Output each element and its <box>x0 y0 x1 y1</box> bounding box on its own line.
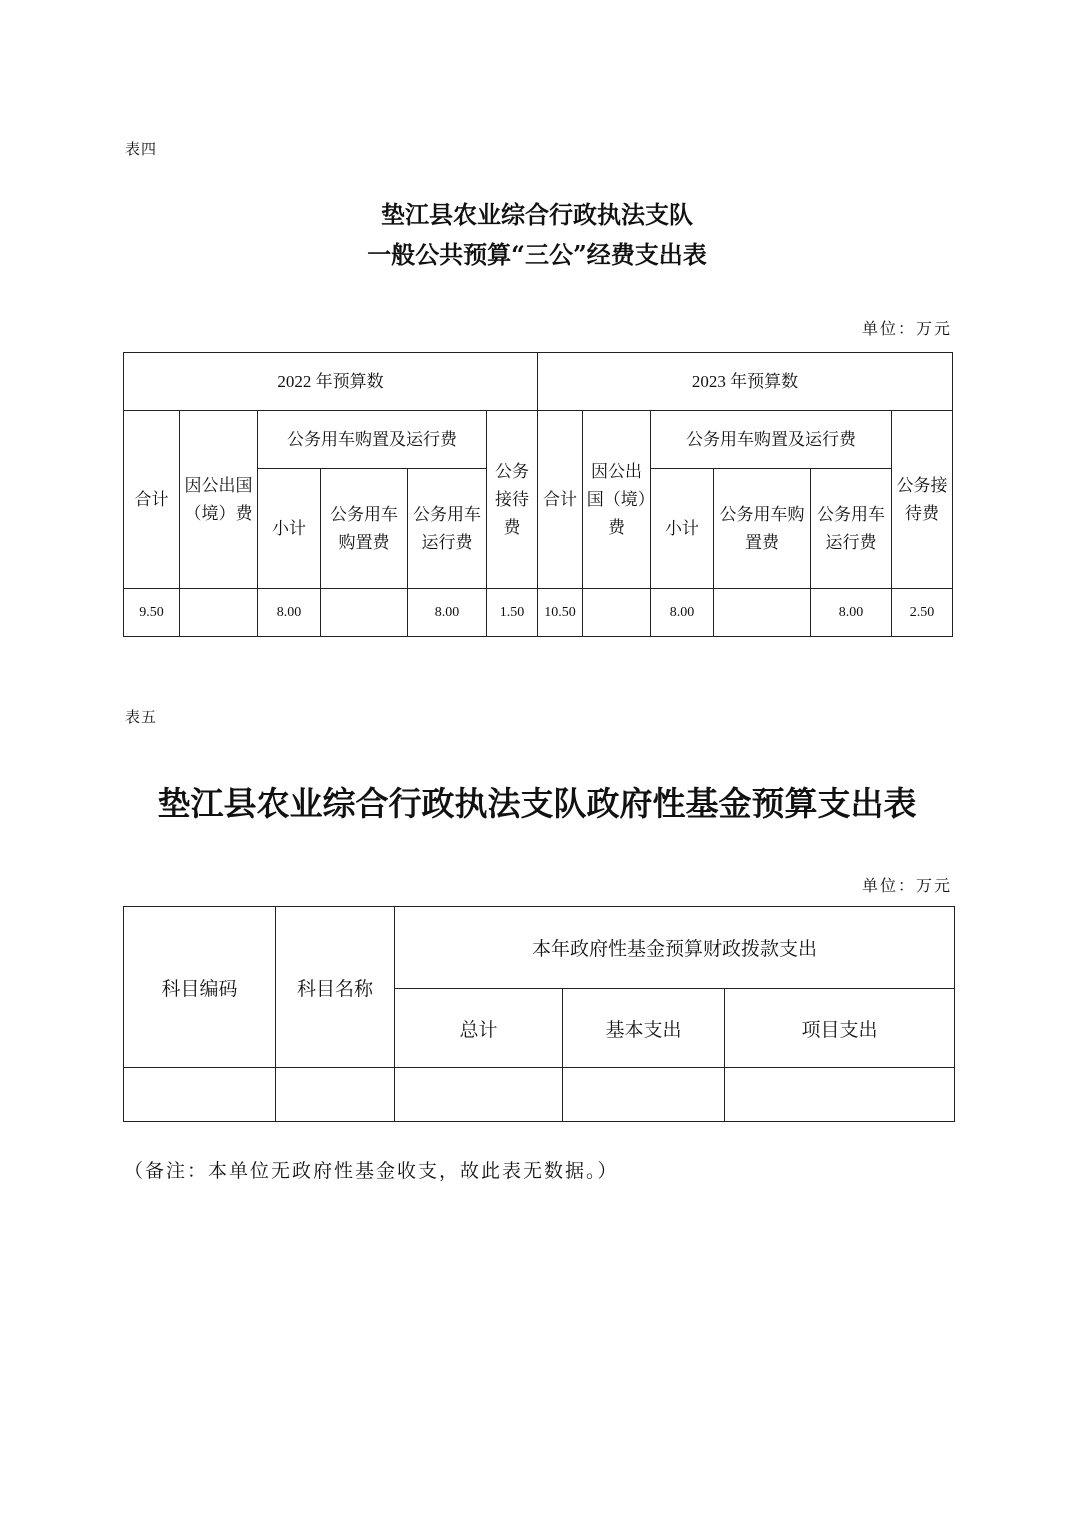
year-2022-header: 2022 年预算数 <box>124 353 538 411</box>
header-vehicle-purchase-2022: 公务用车购置费 <box>321 469 408 589</box>
table5-label: 表五 <box>125 708 158 726</box>
empty-cell <box>276 1068 395 1122</box>
cell-total-2023: 10.50 <box>538 589 583 637</box>
header-reception-2023: 公务接待费 <box>892 411 953 589</box>
empty-cell <box>124 1068 276 1122</box>
table4-title-line2: 一般公共预算“三公”经费支出表 <box>367 240 707 269</box>
header-subject-code: 科目编码 <box>124 907 276 1068</box>
table4-title-line1: 垫江县农业综合行政执法支队 <box>381 200 693 229</box>
header-reception-2022: 公务接待费 <box>487 411 538 589</box>
cell-subtotal-2022: 8.00 <box>258 589 321 637</box>
header-total-2022: 合计 <box>124 411 180 589</box>
cell-purchase-2022 <box>321 589 408 637</box>
header-vehicle-group-2023: 公务用车购置及运行费 <box>651 411 892 469</box>
empty-cell <box>725 1068 955 1122</box>
table5-title: 垫江县农业综合行政执法支队政府性基金预算支出表 <box>157 784 917 823</box>
table-row <box>124 589 953 637</box>
table4-unit: 单位：万元 <box>862 319 953 338</box>
header-vehicle-operation-2022: 公务用车运行费 <box>408 469 487 589</box>
empty-cell <box>395 1068 563 1122</box>
empty-cell <box>563 1068 725 1122</box>
table5-unit: 单位：万元 <box>862 876 953 895</box>
three-public-expenses-table <box>123 352 953 637</box>
header-total-2023: 合计 <box>538 411 583 589</box>
cell-subtotal-2023: 8.00 <box>651 589 714 637</box>
header-abroad-2022: 因公出国（境）费 <box>180 411 258 589</box>
cell-operation-2022: 8.00 <box>408 589 487 637</box>
header-fund-basic: 基本支出 <box>563 989 725 1068</box>
year-header-row <box>124 353 953 411</box>
header-vehicle-group-2022: 公务用车购置及运行费 <box>258 411 487 469</box>
table4-label: 表四 <box>125 140 158 158</box>
cell-operation-2023: 8.00 <box>811 589 892 637</box>
header-fund-project: 项目支出 <box>725 989 955 1068</box>
government-fund-table <box>123 906 955 1122</box>
header-vehicle-purchase-2023: 公务用车购置费 <box>714 469 811 589</box>
cell-reception-2023: 2.50 <box>892 589 953 637</box>
table-row <box>124 1068 955 1122</box>
header-subtotal-2023: 小计 <box>651 469 714 589</box>
cell-abroad-2022 <box>180 589 258 637</box>
category-header-row <box>124 411 953 469</box>
header-fund-expenditure-group: 本年政府性基金预算财政拨款支出 <box>395 907 955 989</box>
fund-header-row <box>124 907 955 989</box>
cell-reception-2022: 1.50 <box>487 589 538 637</box>
header-fund-total: 总计 <box>395 989 563 1068</box>
header-subtotal-2022: 小计 <box>258 469 321 589</box>
table5-note: （备注：本单位无政府性基金收支，故此表无数据。） <box>124 1160 619 1182</box>
header-abroad-2023: 因公出国（境）费 <box>583 411 651 589</box>
header-subject-name: 科目名称 <box>276 907 395 1068</box>
cell-total-2022: 9.50 <box>124 589 180 637</box>
cell-purchase-2023 <box>714 589 811 637</box>
header-vehicle-operation-2023: 公务用车运行费 <box>811 469 892 589</box>
year-2023-header: 2023 年预算数 <box>538 353 953 411</box>
cell-abroad-2023 <box>583 589 651 637</box>
